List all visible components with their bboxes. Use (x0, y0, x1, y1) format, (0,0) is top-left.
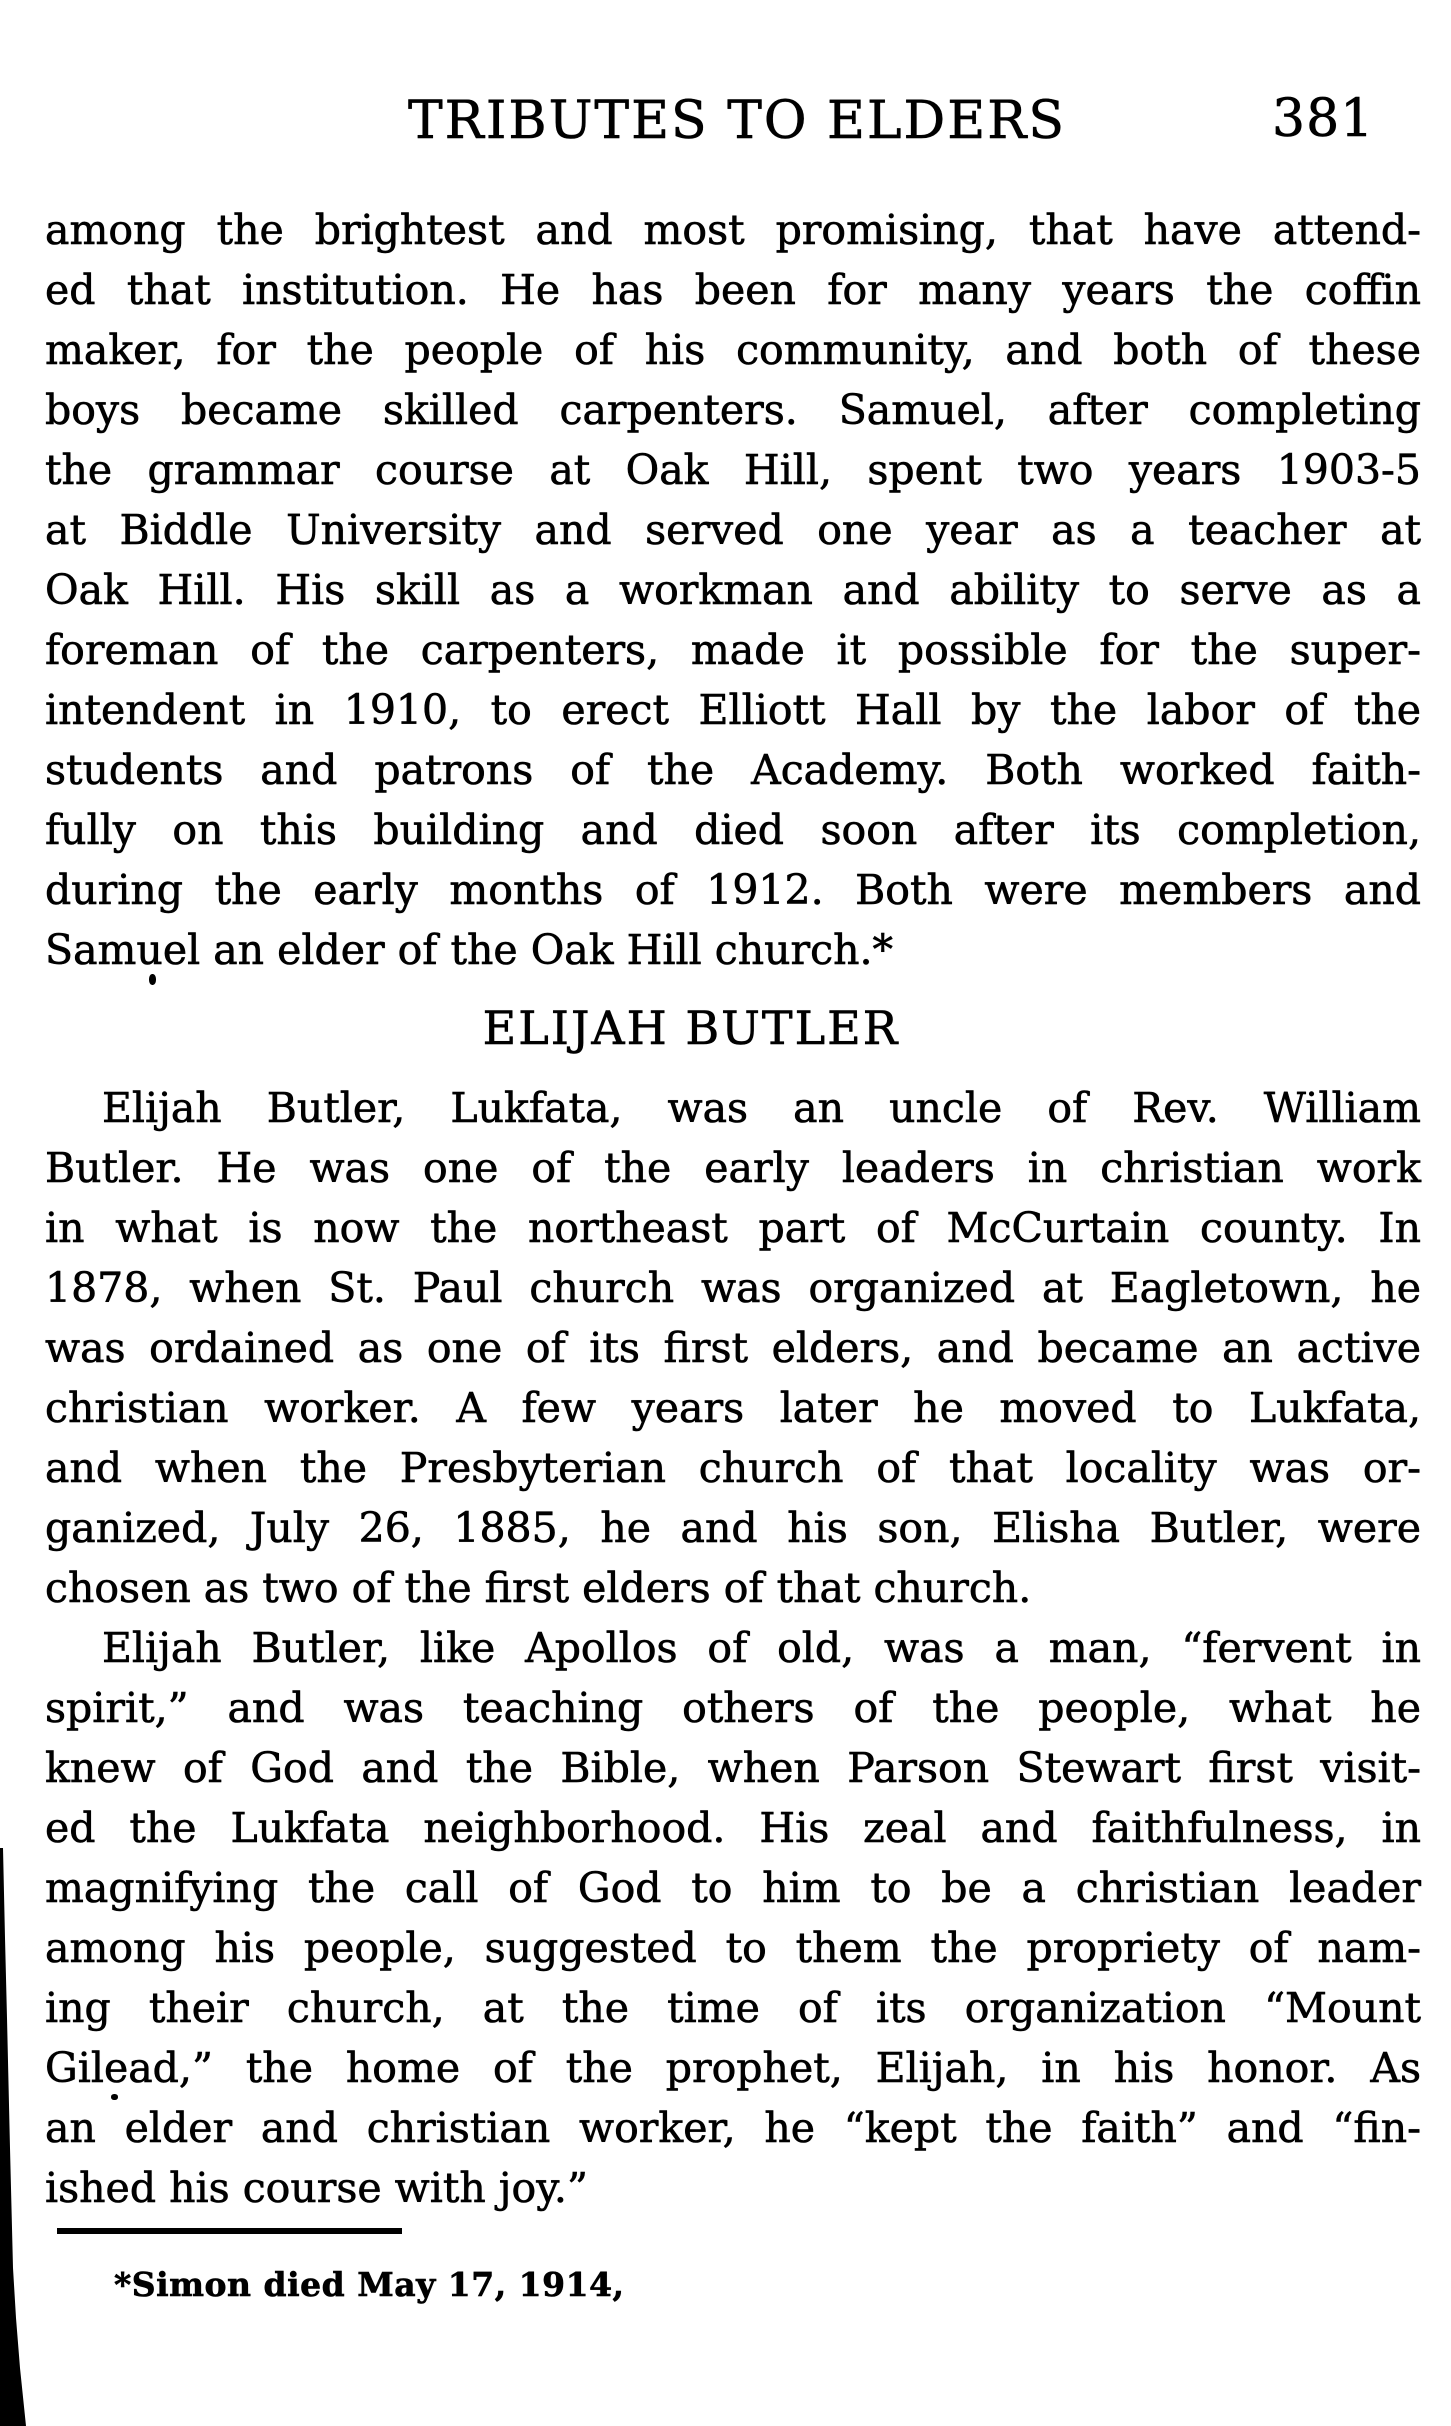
page-number: 381 (1272, 89, 1375, 149)
footnote-text: *Simon died May 17, 1914, (114, 2265, 625, 2304)
running-header-title: TRIBUTES TO ELDERS (408, 91, 1066, 151)
text-line: 1878, when St. Paul church was organized at Eagletown, he (45, 1264, 1421, 1312)
text-line: ed the Lukfata neighborhood. His zeal and faithfulness, in (45, 1804, 1421, 1852)
text-line: maker, for the people of his community, and both of these (45, 326, 1421, 374)
text-line: Elijah Butler, like Apollos of old, was a man, “fervent in (102, 1624, 1421, 1672)
text-line: chosen as two of the first elders of that church. (45, 1564, 1032, 1612)
text-line: an elder and christian worker, he “kept the faith” and “fin- (45, 2104, 1421, 2152)
scan-artifact-dot (149, 974, 156, 985)
section-heading-elijah-butler: ELIJAH BUTLER (482, 1001, 900, 1055)
text-line: and when the Presbyterian church of that locality was or- (45, 1444, 1421, 1492)
text-line: magnifying the call of God to him to be a christian leader (45, 1864, 1421, 1912)
text-line: intendent in 1910, to erect Elliott Hall by the labor of the (45, 686, 1421, 734)
text-line: Samuel an elder of the Oak Hill church.* (45, 926, 894, 974)
text-line: spirit,” and was teaching others of the people, what he (45, 1684, 1421, 1732)
text-line: boys became skilled carpenters. Samuel, after completing (45, 386, 1421, 434)
text-line: Elijah Butler, Lukfata, was an uncle of Rev. William (102, 1084, 1421, 1132)
text-line: ed that institution. He has been for many years the coffin (45, 266, 1421, 314)
text-line: was ordained as one of its first elders, and became an active (45, 1324, 1421, 1372)
text-line: the grammar course at Oak Hill, spent two years 1903-5 (45, 446, 1421, 494)
text-line: in what is now the northeast part of McCurtain county. In (45, 1204, 1421, 1252)
paragraph-samuel-conclusion (45, 200, 1421, 980)
text-line: fully on this building and died soon after its completion, (45, 806, 1421, 854)
text-line: ished his course with joy.” (45, 2164, 588, 2212)
text-line: knew of God and the Bible, when Parson Stewart first visit- (45, 1744, 1421, 1792)
text-line: christian worker. A few years later he moved to Lukfata, (45, 1384, 1421, 1432)
paragraph-elijah-butler-intro (45, 1078, 1421, 1618)
text-line: Butler. He was one of the early leaders in christian work (45, 1144, 1421, 1192)
text-line: foreman of the carpenters, made it possible for the super- (45, 626, 1421, 674)
text-line: during the early months of 1912. Both were members and (45, 866, 1421, 914)
paragraph-elijah-butler-legacy (45, 1618, 1421, 2218)
text-line: among the brightest and most promising, that have attend- (45, 206, 1421, 254)
text-line: students and patrons of the Academy. Both worked faith- (45, 746, 1421, 794)
scan-artifact-dot (111, 2094, 118, 2100)
text-line: among his people, suggested to them the propriety of nam- (45, 1924, 1421, 1972)
text-line: ing their church, at the time of its organization “Mount (45, 1984, 1421, 2032)
text-line: ganized, July 26, 1885, he and his son, Elisha Butler, were (45, 1504, 1421, 1552)
scan-artifact-left-edge (0, 1848, 26, 2426)
text-line: at Biddle University and served one year as a teacher at (45, 506, 1421, 554)
text-line: Gilead,” the home of the prophet, Elijah, in his honor. As (45, 2044, 1421, 2092)
footnote-rule (57, 2228, 402, 2234)
text-line: Oak Hill. His skill as a workman and ability to serve as a (45, 566, 1421, 614)
